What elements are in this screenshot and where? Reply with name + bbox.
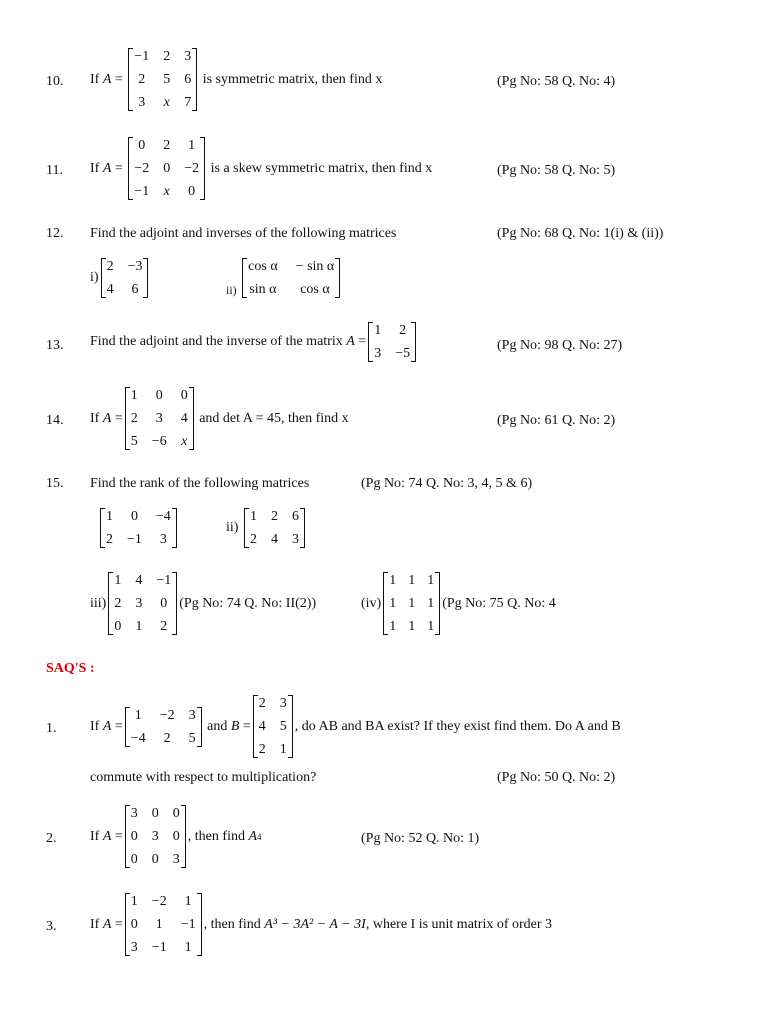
- matrix-cell: 4: [180, 411, 188, 426]
- matrix-cell: 0: [188, 184, 196, 199]
- s2-number: 2.: [46, 831, 57, 846]
- matrix-cell: 6: [131, 282, 139, 297]
- matrix-cell: 4: [135, 573, 143, 588]
- matrix-cell: 1: [184, 940, 192, 955]
- matrix-cell: −1: [151, 940, 167, 955]
- matrix-cell: −3: [127, 259, 143, 274]
- matrix-cell: 1: [134, 707, 142, 723]
- q12-ii-label: ii): [226, 283, 237, 297]
- matrix-cell: 0: [130, 852, 138, 867]
- q10-line: If A = −1 2 3 2 5 6 3 x 7 is symmetric matrix, then find x: [90, 49, 383, 110]
- matrix-cell: −2: [134, 161, 150, 176]
- matrix-cell: 2: [130, 411, 138, 426]
- matrix-cell: 5: [188, 730, 196, 746]
- matrix-cell: −2: [184, 161, 200, 176]
- q15-ref: (Pg No: 74 Q. No: 3, 4, 5 & 6): [361, 476, 533, 491]
- matrix-cell: 6: [291, 509, 299, 524]
- s1-number: 1.: [46, 721, 57, 736]
- matrix-cell: x: [163, 95, 170, 110]
- s3-line: If A = 1 −2 1 0 1 −1 3 −1 1 , then find A³ − 3A² − A − 3I, where I is unit matrix of order 3: [90, 894, 553, 955]
- q15-text: Find the rank of the following matrices: [90, 476, 310, 491]
- matrix-cell: 6: [184, 72, 192, 87]
- q11-line: If A = 0 2 1 −2 0 −2 −1 x 0 is a skew symmetric matrix, then find x: [90, 138, 433, 199]
- matrix-cell: 3: [130, 940, 138, 955]
- matrix-cell: 2: [160, 619, 168, 634]
- matrix-cell: 4: [106, 282, 114, 297]
- s2-matrix: [125, 805, 186, 868]
- q11-matrix: [128, 137, 205, 200]
- s3-text: , then find: [203, 916, 261, 932]
- matrix-cell: 1: [188, 138, 196, 153]
- matrix-cell: 3: [130, 806, 138, 821]
- matrix-cell: 1: [106, 509, 113, 524]
- matrix-cell: 1: [130, 388, 138, 403]
- s1-line: If A = 1 −2 3 −4 2 5 and B = 2 3 4 5 2 1 , do AB and BA exist? If they exist find them. Do A and B: [90, 696, 621, 757]
- s2-find: A: [248, 828, 258, 844]
- matrix-cell: 3: [188, 707, 196, 723]
- matrix-cell: 1: [279, 742, 287, 757]
- matrix-cell: −4: [155, 509, 171, 524]
- s1-matrix-b: [253, 695, 293, 758]
- s3-number: 3.: [46, 919, 57, 934]
- q10-matrix: [128, 48, 197, 111]
- matrix-cell: 5: [163, 72, 171, 87]
- matrix-cell: 1: [408, 596, 416, 611]
- matrix-cell: 5: [279, 719, 287, 734]
- q15-m4-wrap: [361, 572, 556, 635]
- matrix-cell: 1: [427, 619, 435, 634]
- matrix-cell: x: [163, 184, 170, 199]
- matrix-cell: 1: [408, 573, 416, 588]
- s2-line: If A = 3 0 0 0 3 0 0 0 3 , then find A 4: [90, 806, 262, 867]
- matrix-cell: −2: [159, 707, 175, 723]
- matrix-cell: 1: [130, 894, 138, 909]
- matrix-cell: 0: [155, 388, 163, 403]
- s3-tail: where I is unit matrix of order 3: [372, 916, 553, 932]
- q15-iv-ref: (Pg No: 75 Q. No: 4: [442, 595, 556, 611]
- s1-line2: commute with respect to multiplication?: [90, 770, 317, 785]
- matrix-cell: 5: [130, 434, 138, 449]
- s2-if: If: [90, 828, 100, 844]
- matrix-cell: 1: [408, 619, 416, 634]
- matrix-cell: 2: [258, 742, 266, 757]
- q12-ii-matrix: [242, 258, 340, 298]
- matrix-cell: −6: [151, 434, 167, 449]
- matrix-cell: 1: [389, 596, 397, 611]
- q13-ref: (Pg No: 98 Q. No: 27): [497, 338, 623, 353]
- matrix-cell: 2: [249, 532, 257, 547]
- matrix-cell: 1: [389, 573, 397, 588]
- matrix-cell: 2: [106, 259, 114, 274]
- matrix-cell: 1: [135, 619, 143, 634]
- s3-var: A: [102, 916, 112, 932]
- matrix-cell: 2: [106, 532, 113, 547]
- matrix-cell: −1: [134, 49, 150, 64]
- matrix-cell: 3: [291, 532, 299, 547]
- matrix-cell: 0: [130, 917, 138, 932]
- q14-text: and det A = 45, then find x: [199, 410, 349, 426]
- q15-iii-ref: (Pg No: 74 Q. No: II(2)): [179, 595, 317, 611]
- q10-text: is symmetric matrix, then find x: [202, 71, 383, 87]
- matrix-cell: 1: [427, 573, 435, 588]
- matrix-cell: 3: [279, 696, 287, 711]
- q14-if: If: [90, 410, 100, 426]
- s2-text: , then find: [187, 828, 245, 844]
- matrix-cell: 0: [163, 161, 171, 176]
- q15-m4-matrix: [383, 572, 440, 635]
- matrix-cell: 2: [163, 730, 171, 746]
- matrix-cell: 0: [151, 852, 159, 867]
- matrix-cell: 0: [172, 806, 180, 821]
- matrix-cell: 0: [138, 138, 146, 153]
- q15-number: 15.: [46, 476, 64, 491]
- s1-if: If: [90, 718, 100, 734]
- s1-ref: (Pg No: 50 Q. No: 2): [497, 770, 616, 785]
- q14-number: 14.: [46, 413, 64, 428]
- q12-part-ii: [226, 258, 342, 299]
- matrix-cell: 2: [270, 509, 278, 524]
- q14-matrix: [125, 387, 194, 450]
- matrix-cell: 2: [399, 323, 407, 338]
- matrix-cell: 3: [172, 852, 180, 867]
- matrix-cell: cos α: [248, 259, 278, 274]
- matrix-cell: sin α: [249, 282, 277, 297]
- q11-number: 11.: [46, 163, 63, 178]
- q12-part-i: [90, 258, 150, 298]
- matrix-cell: 0: [151, 806, 159, 821]
- q15-m2-wrap: [226, 508, 307, 548]
- s2-var: A: [102, 828, 112, 844]
- matrix-cell: 3: [155, 411, 163, 426]
- matrix-cell: 1: [249, 509, 257, 524]
- matrix-cell: 2: [258, 696, 266, 711]
- matrix-cell: x: [181, 434, 188, 449]
- matrix-cell: 1: [184, 894, 192, 909]
- matrix-cell: 1: [427, 596, 435, 611]
- matrix-cell: −1: [156, 573, 172, 588]
- q15-ii-label: ii): [226, 520, 239, 535]
- matrix-cell: 0: [130, 509, 138, 524]
- matrix-cell: 3: [138, 95, 146, 110]
- q12-text: Find the adjoint and inverses of the following matrices: [90, 226, 397, 241]
- matrix-cell: 3: [374, 346, 382, 361]
- matrix-cell: 2: [114, 596, 122, 611]
- q11-ref: (Pg No: 58 Q. No: 5): [497, 163, 616, 178]
- q13-number: 13.: [46, 338, 64, 353]
- q15-m2-matrix: [244, 508, 305, 548]
- matrix-cell: 0: [172, 829, 180, 844]
- q10-ref: (Pg No: 58 Q. No: 4): [497, 74, 616, 89]
- matrix-cell: cos α: [300, 282, 330, 297]
- q14-line: If A = 1 0 0 2 3 4 5 −6 x and det A = 45, then find x: [90, 388, 349, 449]
- q12-i-label: i): [90, 270, 99, 285]
- q15-m1-matrix: [100, 508, 177, 548]
- q10-var: A: [102, 71, 112, 87]
- s3-expression: A³ − 3A² − A − 3I,: [264, 916, 370, 932]
- matrix-cell: 0: [130, 829, 138, 844]
- q12-number: 12.: [46, 226, 64, 241]
- s1-text: , do AB and BA exist? If they exist find them. Do A and B: [294, 718, 621, 734]
- q14-ref: (Pg No: 61 Q. No: 2): [497, 413, 616, 428]
- matrix-cell: −4: [130, 730, 146, 746]
- matrix-cell: −1: [180, 917, 196, 932]
- matrix-cell: 7: [184, 95, 192, 110]
- s3-matrix: [125, 893, 202, 956]
- q13-var: A: [346, 334, 355, 349]
- q12-i-matrix: [101, 258, 149, 298]
- s1-var-b: B: [230, 718, 240, 734]
- s2-ref: (Pg No: 52 Q. No: 1): [361, 831, 480, 846]
- s1-and: and: [207, 718, 228, 734]
- matrix-cell: − sin α: [295, 259, 335, 274]
- q15-m3-matrix: [108, 572, 177, 635]
- q11-text: is a skew symmetric matrix, then find x: [210, 160, 433, 176]
- q10-number: 10.: [46, 74, 64, 89]
- q13-text: Find the adjoint and the inverse of the matrix: [90, 334, 343, 349]
- matrix-cell: 1: [374, 323, 382, 338]
- matrix-cell: 3: [135, 596, 143, 611]
- matrix-cell: 3: [151, 829, 159, 844]
- s1-var-a: A: [102, 718, 112, 734]
- matrix-cell: 0: [160, 596, 168, 611]
- matrix-cell: 1: [155, 917, 163, 932]
- matrix-cell: 0: [114, 619, 122, 634]
- matrix-cell: 2: [163, 49, 171, 64]
- matrix-cell: −1: [127, 532, 142, 547]
- q15-m1-wrap: [98, 508, 179, 548]
- q11-if: If: [90, 160, 100, 176]
- q15-iii-label: iii): [90, 595, 107, 611]
- s1-matrix-a: [125, 707, 202, 747]
- matrix-cell: 1: [114, 573, 122, 588]
- matrix-cell: 1: [389, 619, 397, 634]
- matrix-cell: −2: [151, 894, 167, 909]
- q13-matrix: [368, 322, 416, 362]
- q10-if: If: [90, 71, 100, 87]
- matrix-cell: 2: [138, 72, 146, 87]
- matrix-cell: 3: [184, 49, 192, 64]
- matrix-cell: −1: [134, 184, 150, 199]
- matrix-cell: 3: [159, 532, 167, 547]
- q11-var: A: [102, 160, 112, 176]
- matrix-cell: 2: [163, 138, 171, 153]
- q13-line: Find the adjoint and the inverse of the matrix A = 1 2 3 −5: [90, 322, 418, 362]
- matrix-cell: 4: [258, 719, 266, 734]
- matrix-cell: 0: [180, 388, 188, 403]
- matrix-cell: −5: [395, 346, 411, 361]
- q14-var: A: [102, 410, 112, 426]
- q15-m3-wrap: [90, 572, 316, 635]
- q12-ref: (Pg No: 68 Q. No: 1(i) & (ii)): [497, 226, 664, 241]
- saq-heading: SAQ'S :: [46, 661, 95, 676]
- q15-iv-label: (iv): [361, 595, 382, 611]
- matrix-cell: 4: [270, 532, 278, 547]
- s3-if: If: [90, 916, 100, 932]
